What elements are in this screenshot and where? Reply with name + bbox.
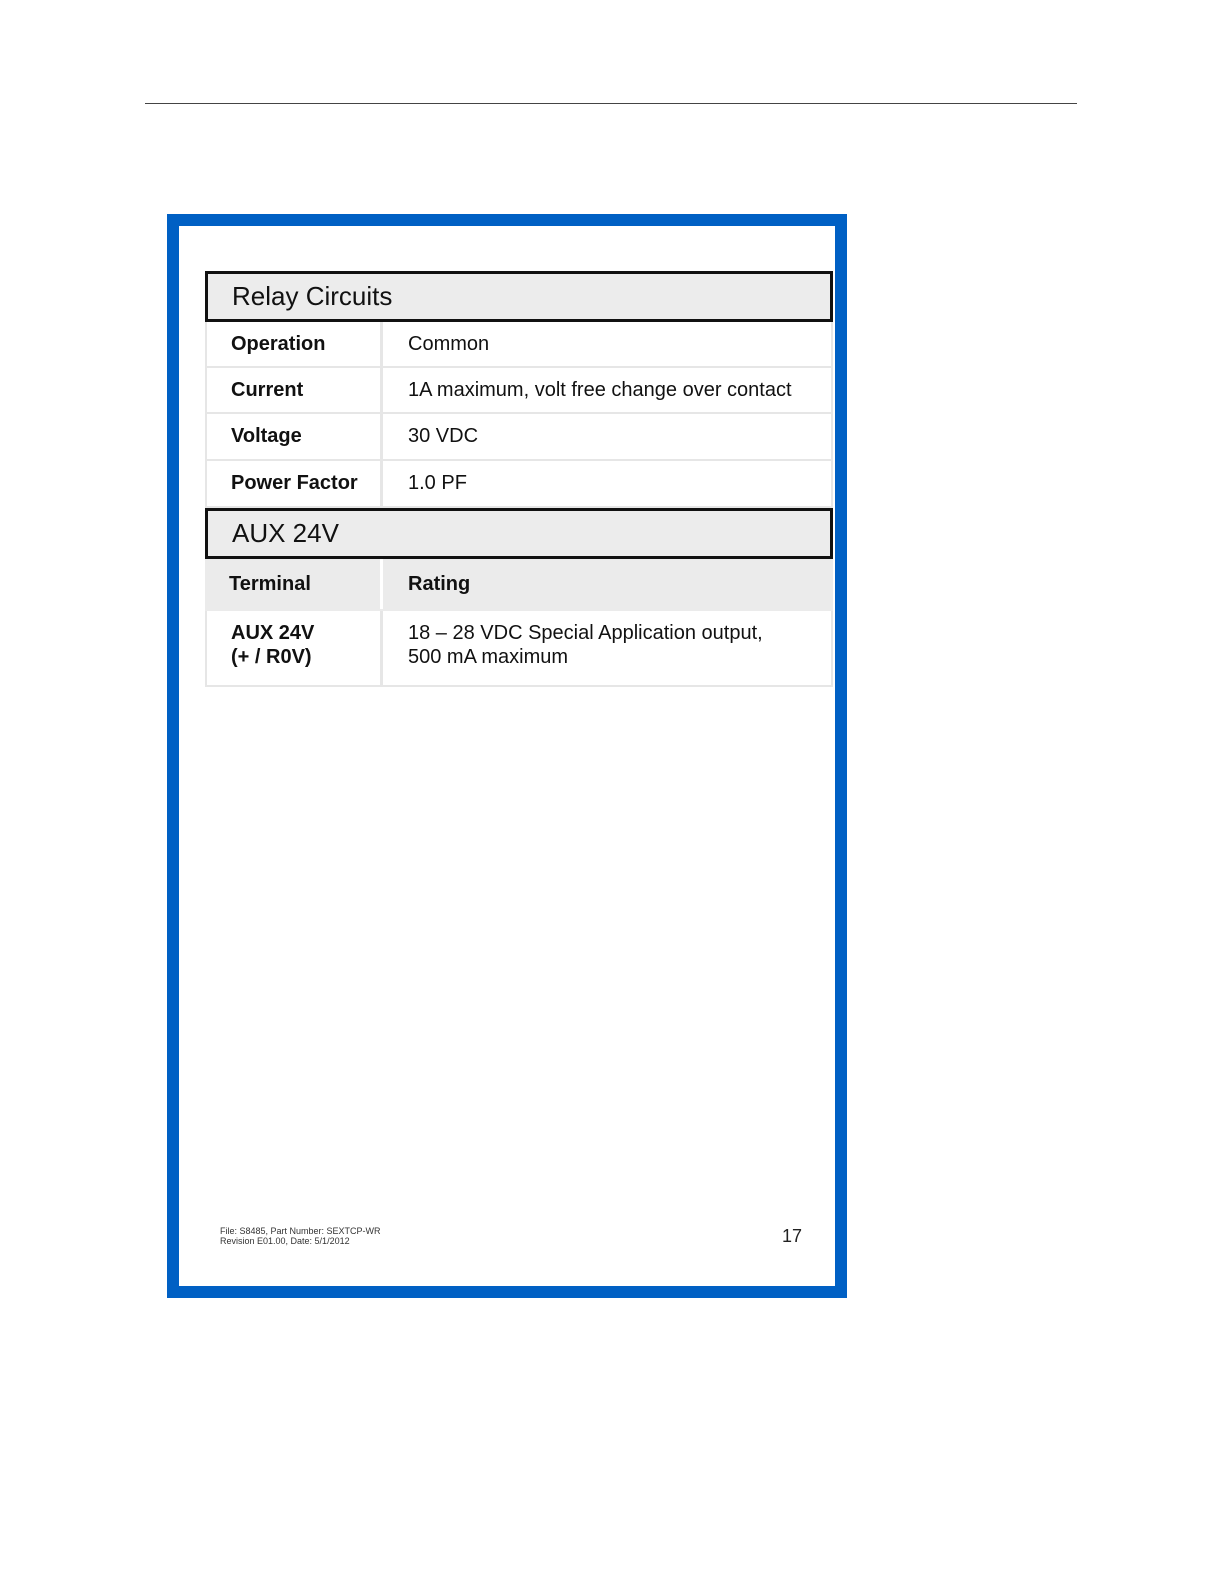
row-label: Power Factor bbox=[207, 461, 383, 506]
terminal-line-1: AUX 24V bbox=[231, 622, 315, 644]
row-value: 30 VDC bbox=[408, 425, 479, 447]
spec-card bbox=[167, 214, 847, 1298]
terminal-cell bbox=[207, 611, 383, 685]
spec-table bbox=[205, 271, 833, 687]
row-label: Current bbox=[207, 368, 383, 412]
row-label: Operation bbox=[207, 322, 383, 366]
table-row-operation bbox=[205, 322, 833, 368]
aux-24v-header: AUX 24V bbox=[205, 508, 833, 559]
column-header-terminal: Terminal bbox=[207, 559, 383, 609]
relay-circuits-header: Relay Circuits bbox=[205, 271, 833, 322]
terminal-line-2: (+ / R0V) bbox=[231, 646, 312, 668]
rating-line-1: 18 – 28 VDC Special Application output, bbox=[408, 622, 763, 644]
row-value: 1.0 PF bbox=[408, 472, 467, 494]
rating-cell bbox=[383, 611, 831, 685]
rating-line-2: 500 mA maximum bbox=[408, 646, 569, 668]
table-row-current bbox=[205, 368, 833, 414]
row-value: Common bbox=[408, 333, 490, 355]
table-row-voltage bbox=[205, 414, 833, 461]
footer-note bbox=[220, 1226, 381, 1246]
table-header-row bbox=[205, 559, 833, 611]
top-rule bbox=[145, 103, 1077, 104]
page-number: 17 bbox=[781, 1226, 802, 1246]
footer-revision-line: Revision E01.00, Date: 5/1/2012 bbox=[220, 1236, 350, 1246]
footer-file-line: File: S8485, Part Number: SEXTCP-WR bbox=[220, 1226, 381, 1236]
row-label: Voltage bbox=[207, 414, 383, 459]
column-header-rating: Rating bbox=[408, 573, 471, 595]
row-value: 1A maximum, volt free change over contact bbox=[408, 379, 792, 401]
table-row-aux-24v bbox=[205, 611, 833, 687]
table-row-power-factor bbox=[205, 461, 833, 508]
